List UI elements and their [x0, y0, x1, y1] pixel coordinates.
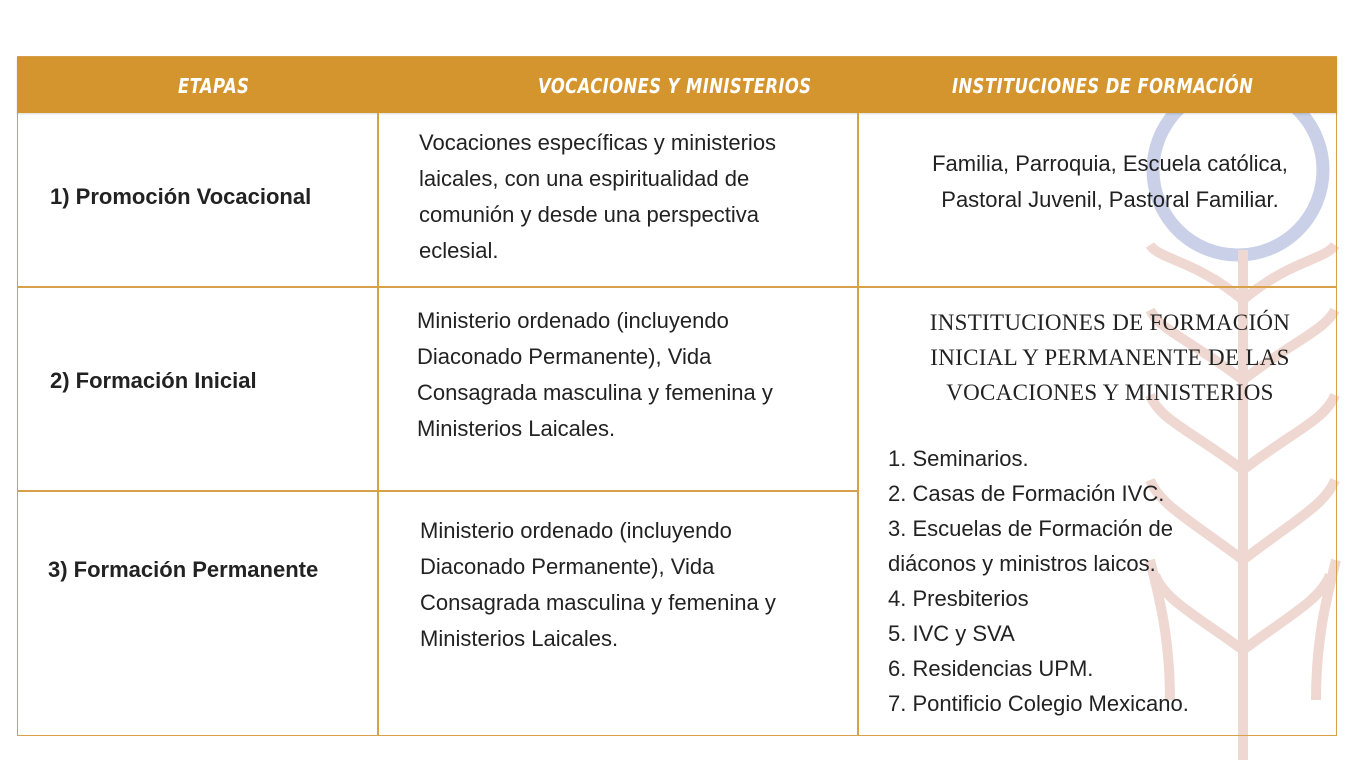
- header-etapas: ETAPAS: [178, 74, 250, 98]
- list-item: 4. Presbiterios: [888, 586, 1029, 611]
- text-line: Familia, Parroquia, Escuela católica,: [932, 151, 1288, 176]
- header-vocaciones: VOCACIONES Y MINISTERIOS: [538, 74, 812, 98]
- text-line: Diaconado Permanente), Vida: [420, 554, 715, 579]
- text-line: laicales, con una espiritualidad de: [419, 166, 750, 191]
- stage-formacion-permanente: 3) Formación Permanente: [48, 557, 319, 582]
- list-item: 6. Residencias UPM.: [888, 656, 1094, 681]
- formation-institutions-list: [888, 441, 1189, 721]
- title-line: INICIAL Y PERMANENTE DE LAS: [930, 345, 1290, 370]
- text-line: Ministerios Laicales.: [420, 626, 619, 651]
- title-line: VOCACIONES Y MINISTERIOS: [946, 380, 1274, 405]
- formation-block-title: [880, 305, 1340, 410]
- text-line: comunión y desde una perspectiva: [419, 202, 759, 227]
- list-item: 2. Casas de Formación IVC.: [888, 481, 1165, 506]
- list-item: 5. IVC y SVA: [888, 621, 1015, 646]
- institutions-text-row1: [880, 146, 1340, 218]
- vocations-text-row1: [419, 125, 776, 269]
- vocations-text-row3: [420, 513, 776, 657]
- list-item: diáconos y ministros laicos.: [888, 551, 1156, 576]
- row-divider: [17, 286, 1337, 288]
- text-line: Consagrada masculina y femenina y: [420, 590, 776, 615]
- text-line: Ministerio ordenado (incluyendo: [417, 308, 729, 333]
- column-divider: [377, 113, 379, 736]
- text-line: Pastoral Juvenil, Pastoral Familiar.: [941, 187, 1279, 212]
- stage-formacion-inicial: 2) Formación Inicial: [50, 368, 257, 393]
- text-line: Diaconado Permanente), Vida: [417, 344, 712, 369]
- column-divider: [857, 113, 859, 736]
- row-divider: [17, 490, 858, 492]
- vocations-text-row2: [417, 303, 773, 447]
- list-item: 7. Pontificio Colegio Mexicano.: [888, 691, 1189, 716]
- text-line: eclesial.: [419, 238, 499, 263]
- text-line: Vocaciones específicas y ministerios: [419, 130, 777, 155]
- list-item: 3. Escuelas de Formación de: [888, 516, 1173, 541]
- table-header: [17, 57, 1337, 113]
- list-item: 1. Seminarios.: [888, 446, 1029, 471]
- title-line: INSTITUCIONES DE FORMACIÓN: [929, 310, 1291, 335]
- text-line: Consagrada masculina y femenina y: [417, 380, 773, 405]
- text-line: Ministerios Laicales.: [417, 416, 616, 441]
- stage-promocion-vocacional: 1) Promoción Vocacional: [50, 184, 312, 209]
- text-line: Ministerio ordenado (incluyendo: [420, 518, 732, 543]
- header-instituciones: INSTITUCIONES DE FORMACIÓN: [952, 74, 1254, 98]
